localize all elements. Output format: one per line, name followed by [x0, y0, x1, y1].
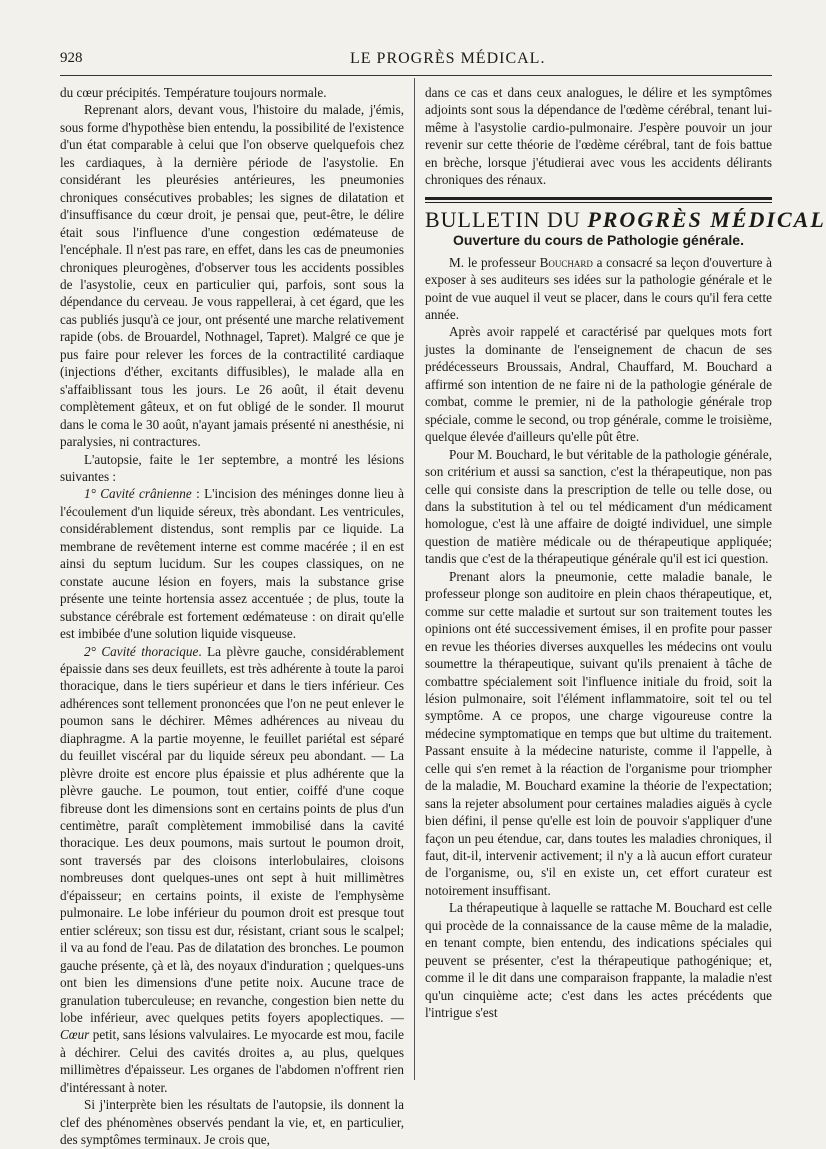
section-label: 2° Cavité thoracique — [84, 643, 199, 659]
right-column — [425, 84, 826, 1022]
section-label: 1° Cavité crânienne — [84, 486, 192, 502]
bulletin-brand: PROGRÈS MÉDICAL — [587, 206, 826, 232]
page-number: 928 — [60, 50, 83, 66]
article-subheading: Ouverture du cours de Pathologie générale. — [453, 232, 744, 249]
column-divider — [414, 78, 415, 1080]
page-header — [60, 50, 772, 74]
section-text: . La plèvre gauche, considérablement épaissie dans ses deux feuillets, est très adhérente à toute la paroi thoracique, dans le tiers supérieur et dans le tiers inférieur. Ces adhérences sont tellement prononcées que l'on ne peut enlever le poumon sans le déchirer. Mêmes adhérences au niveau du diaphragme. A la partie moyenne, le feuillet pariétal est séparé du feuillet viscéral par du liquide séreux peu abondant. — La plèvre droite est encore plus épaissie et plus adhérente que la plèvre gauche. Le poumon, tout entier, coiffé d'une coque fibreuse dont les dimensions sont en certains points de plus d'un centimètre, paraît complètement immobilisé dans la cavité thoracique. Les deux poumons, mais surtout le poumon droit, sont traversés par des cloisons interlobulaires, cloisons nombreuses dont quelques-unes ont sept à huit millimètres d'épaisseur; en certains points, il existe de l'emphysème pulmonaire. Le lobe inférieur du poumon droit est presque tout entier scléreux; son tissu est dur, résistant, criant sous le scalpel; il va au fond de l'eau. Pas de dilatation des bronches. Le poumon gauche présente, çà et là, des noyaux d'induration ; quelques-uns ont bien les dimensions d'une petite noix. Aucune trace de granulation tuberculeuse; en revanche, congestion bien nette du lobe inférieur, avec quelques petits foyers apoplectiques. — — [60, 643, 404, 1026]
section-text: petit, sans lésions valvulaires. Le myocarde est mou, facile à déchirer. Celui des cavités droites a, au plus, quelques millimètres d'épaisseur. Les organes de l'abdomen n'offrent rien d'intéressant à noter. — [60, 1027, 404, 1095]
paragraph — [425, 254, 772, 324]
text-run: a consacré sa leçon d'ouverture à exposer à ses auditeurs ses idées sur la pathologie générale et le point de vue auquel il veut se placer, dans le cours qu'il fera cette année. — [425, 254, 773, 322]
paragraph: Reprenant alors, devant vous, l'histoire du malade, j'émis, sous forme d'hypothèse bien entendu, la possibilité de l'existence d'un état comparable à celui que l'on observe quelquefois chez les cardiaques, à la dernière période de l'asystolie. En considérant les pleurésies antérieures, les pneumonies chroniques consécutives probables; les signes de dilatation et d'insuffisance du cœur droit, je pensai que, peut-être, le délire était sous l'influence d'une congestion œdémateuse de l'encéphale. Il n'est pas rare, en effet, dans les cas de pneumonies chroniques pleurogènes, d'observer tous les accidents possibles de l'asystolie, ceux en particulier qui, parfois, sont sous la dépendance du cerveau. Je vous rappellerai, à cet égard, que les cas publiés jusqu'à ce jour, ont présenté une marche relativement rapide (obs. de Brouardel, Nothnagel, Tapret). Malgré ce que je pus faire pour relever les forces de la contractilité cardiaque (injections d'éther, excitants diffusibles), le malade alla en s'affaiblissant tous les jours. Le 26 août, il était devenu complètement gâteux, et on fut obligé de le sonder. Il mourut dans le coma le 30 août, n'ayant jamais présenté ni anesthésie, ni paralysies, ni contractures. — [60, 102, 404, 450]
author-name: Bouchard — [539, 254, 593, 270]
running-title: LE PROGRÈS MÉDICAL. — [350, 50, 546, 67]
paragraph: Pour M. Bouchard, le but véritable de la pathologie générale, son critérium et aussi sa sanction, c'est la thérapeutique, non pas celle qui consiste dans la prescription de telle ou telle dose, ou dans la substitution à tel ou tel médicament d'un médicament homologue, c'est là une affaire de doigté individuel, une simple question de matière médicale ou de thérapeutique appliquée; tandis que c'est de la thérapeutique générale qu'il est ici question. — [425, 446, 772, 567]
section-text: : L'incision des méninges donne lieu à l'écoulement d'un liquide séreux, très abondant. Les ventricules, considérablement distendus, sont remplis par ce liquide. La membrane de revêtement interne est comme macérée ; il en est ainsi du septum lucidum. Sur les coupes classiques, on ne constate aucune lésion en foyers, mais la substance grise présente une teinte hortensia assez accentuée ; de plus, toute la substance cérébrale est fortement œdémateuse : on dirait qu'elle est imbibée d'une solution liquide visqueuse. — [60, 486, 404, 642]
bulletin-rule — [425, 197, 772, 203]
text-run: M. le professeur — [449, 254, 540, 270]
paragraph: Si j'interprète bien les résultats de l'autopsie, ils donnent la clef des phénomènes observés pendant la vie, et, en particulier, des symptômes terminaux. Je crois que, — [60, 1097, 404, 1148]
paragraph: Prenant alors la pneumonie, cette maladie banale, le professeur plonge son auditoire en plein chaos thérapeutique, et, comme sur cette maladie et surtout sur son traitement toutes les opinions ont été successivement émises, il en profite pour passer en revue les théories diverses auxquelles les médecins ont voulu soumettre la thérapeutique, suivant qu'ils prenaient à tâche de combattre spécialement soit l'influence initiale du froid, soit la lésion pulmonaire, soit l'élément inflammatoire, soit tel ou tel symptôme. A ce propos, une charge vigoureuse contre la médecine symptomatique en temps que but ultime du traitement. Passant ensuite à la médecine naturiste, comme il l'appelle, à celle qui s'en remet à la réaction de l'organisme pour triompher de la maladie, M. Bouchard examine la théorie de l'expectation; sans la rejeter absolument pour certaines maladies aiguës à cycle bien défini, il pense qu'elle est loin de pouvoir s'appliquer d'une façon un peu étendue, car, dans toutes les maladies chroniques, il faut, dit-il, intervenir activement; il n'y a là aucun effort curateur de l'organisme, ou, s'il en existe un, cet effort curateur est notoirement insuffisant. — [425, 568, 772, 898]
section-label: Cœur — [60, 1027, 90, 1043]
paragraph: dans ce cas et dans ceux analogues, le délire et les symptômes adjoints sont sous la dépendance de l'œdème cérébral, tenant lui-même à l'asystolie cardio-pulmonaire. J'espère pouvoir un jour revenir sur cette théorie de l'œdème cérébral, tant de fois battue en brèche, lorsque j'étudierai avec vous les accidents délirants chroniques des rénaux. — [425, 85, 772, 188]
left-column — [60, 84, 404, 1149]
header-rule — [60, 75, 772, 76]
paragraph: L'autopsie, faite le 1er septembre, a montré les lésions suivantes : — [60, 451, 404, 484]
bulletin-heading — [425, 206, 826, 232]
paragraph-cranial-cavity — [60, 485, 404, 642]
paragraph: La thérapeutique à laquelle se rattache M. Bouchard est celle qui procède de la connaissance de la cause même de la maladie, en tenant compte, bien entendu, des indications spéciales qui peuvent se présenter, c'est la thérapeutique pathogénique; et, comme il le dit dans une comparaison frappante, la maladie n'est qu'un cinquième acte; c'est dans les actes précédents que l'intrigue s'est — [425, 900, 772, 1021]
paragraph: du cœur précipités. Température toujours normale. — [60, 85, 327, 100]
bulletin-prefix: BULLETIN DU — [425, 206, 588, 232]
paragraph: Après avoir rappelé et caractérisé par quelques mots fort justes la dominante de l'enseignement de chacun de ses prédécesseurs Broussais, Andral, Chauffard, M. Bouchard a affirmé son intention de ne faire ni de la pathologie générale de combat, comme le premier, ni de la pathologie générale trop spéciale, comme le second, ou trop générale, comme le troisième, quelque élevée d'ailleurs qu'elle pût être. — [425, 324, 772, 445]
paragraph-thoracic-cavity — [60, 643, 404, 1097]
